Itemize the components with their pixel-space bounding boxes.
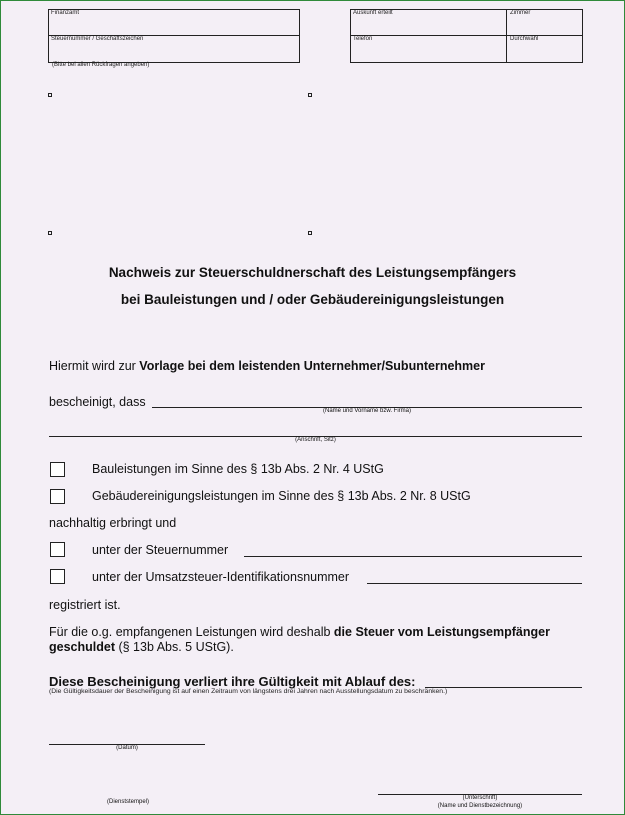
- auskunft-box: [350, 9, 583, 63]
- bauleistungen-checkbox[interactable]: [50, 462, 65, 477]
- registriert-text: registriert ist.: [49, 598, 121, 612]
- name-dienstbezeichnung-caption: (Name und Dienstbezeichnung): [437, 803, 523, 809]
- steuernummer-option-label: unter der Steuernummer: [92, 543, 229, 557]
- corner-mark-bottom-right: [308, 231, 312, 235]
- finanzamt-label: Finanzamt: [51, 10, 80, 16]
- corner-mark-top-left: [48, 93, 52, 97]
- corner-mark-bottom-left: [48, 231, 52, 235]
- bescheinigt-text: bescheinigt, dass: [49, 395, 146, 409]
- ust-id-option-label: unter der Umsatzsteuer-Identifikationsnummer: [92, 570, 350, 584]
- dienststempel-caption: (Dienststempel): [106, 799, 149, 805]
- anschrift-caption: (Anschrift, Sitz): [295, 437, 336, 443]
- ust-id-field-line[interactable]: [367, 583, 582, 584]
- document-title-line1: Nachweis zur Steuerschuldnerschaft des Leistungsempfängers: [108, 265, 517, 280]
- intro-text: [49, 359, 485, 373]
- rueckfragen-hint: (Bitte bei allen Rückfragen angeben): [52, 62, 150, 68]
- geschuldet-bold: geschuldet: [49, 640, 115, 654]
- steuerschuld-line2: [49, 640, 234, 654]
- intro-plain: Hiermit wird zur: [49, 359, 140, 373]
- name-caption: (Name und Vorname bzw. Firma): [322, 408, 412, 414]
- zimmer-label: Zimmer: [510, 10, 531, 16]
- steuernummer-field-line[interactable]: [244, 556, 582, 557]
- auskunft-label: Auskunft erteilt: [353, 10, 393, 16]
- ust-id-checkbox[interactable]: [50, 569, 65, 584]
- telefon-label: Telefon: [353, 36, 373, 42]
- gueltigkeit-field-line[interactable]: [425, 687, 582, 688]
- steuerschuld-plain: Für die o.g. empfangenen Leistungen wird deshalb: [49, 625, 334, 639]
- steuerschuld-line1: [49, 625, 550, 639]
- steuerschuld-bold: die Steuer vom Leistungsempfänger: [333, 625, 550, 639]
- nachhaltig-text: nachhaltig erbringt und: [49, 516, 177, 530]
- auskunft-divider: [350, 35, 582, 36]
- gueltigkeit-bold: Diese Bescheinigung verliert ihre Gültigkeit mit Ablauf des:: [49, 674, 416, 689]
- document-title-line2: bei Bauleistungen und / oder Gebäudereinigungsleistungen: [120, 292, 505, 307]
- steuernummer-label: Steuernummer / Geschäftszeichen: [51, 36, 144, 42]
- gebaeudereinigung-checkbox[interactable]: [50, 489, 65, 504]
- gueltigkeit-hinweis: (Die Gültigkeitsdauer der Bescheinigung ist auf einen Zeitraum von längstens drei Jahren nach Ausstellungsdatum zu beschränken.): [49, 688, 448, 695]
- steuernummer-checkbox[interactable]: [50, 542, 65, 557]
- auskunft-column-divider: [506, 9, 507, 62]
- intro-bold: Vorlage bei dem leistenden Unternehmer/Subunternehmer: [139, 359, 485, 373]
- bauleistungen-label: Bauleistungen im Sinne des § 13b Abs. 2 Nr. 4 UStG: [92, 462, 384, 476]
- gueltigkeit-text: [49, 674, 416, 689]
- corner-mark-top-right: [308, 93, 312, 97]
- steuerschuld-rest: (§ 13b Abs. 5 UStG).: [115, 640, 234, 654]
- gebaeudereinigung-label: Gebäudereinigungsleistungen im Sinne des § 13b Abs. 2 Nr. 8 UStG: [92, 489, 471, 503]
- datum-caption: (Datum): [116, 745, 138, 751]
- unterschrift-caption: (Unterschrift): [462, 795, 498, 801]
- durchwahl-label: Durchwahl: [510, 36, 539, 42]
